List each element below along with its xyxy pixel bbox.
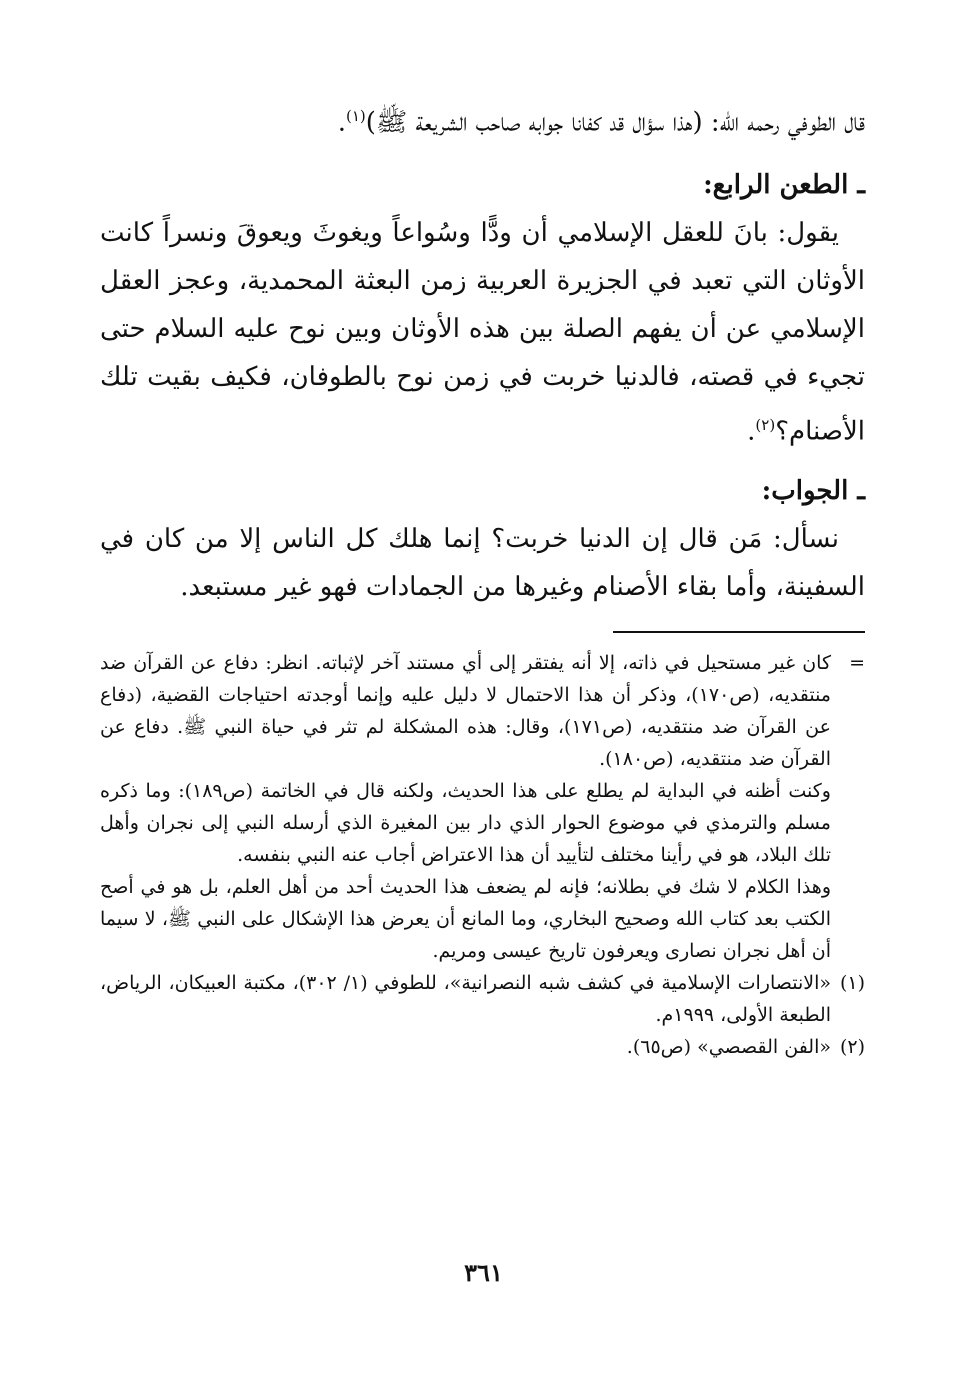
footnote-2-number: (٢) [839,1036,865,1059]
quote-paragraph [100,92,865,147]
footnote-ref-2: (٢) [755,415,776,434]
continuation-paragraph-2: وكنت أظنه في البداية لم يطلع على هذا الحديث، ولكنه قال في الخاتمة (ص١٨٩): وما ذكره مسلم والترمذي في موضوع الحوار الذي دار بين المغيرة الذي أرسله النبي إلى نجران وأهل تلك البلاد، هو في رأينا مختلف لتأييد أن هذا الاعتراض أجاب عنه النبي بنفسه. [100,780,831,867]
footnote-ref-1: (١) [345,107,366,125]
fourth-objection-text: يقول: بانَ للعقل الإسلامي أن ودًّا وسُواعاً ويغوثَ ويعوقَ ونسراً كانت الأوثان التي تعبد في الجزيرة العربية زمن البعثة المحمدية، وعجز العقل الإسلامي عن أن يفهم الصلة بين هذه الأوثان وبين نوح عليه السلام حتى تجيء في قصته، فالدنيا خربت في زمن نوح بالطوفان، فكيف بقيت تلك الأصنام؟ [100,217,865,447]
continuation-paragraph-3: وهذا الكلام لا شك في بطلانه؛ فإنه لم يضعف هذا الحديث أحد من أهل العلم، بل هو في أصح الكتب بعد كتاب الله وصحيح البخاري، وما المانع أن يعرض هذا الإشكال على النبي ﷺ، لا سيما أن أهل نجران نصارى ويعرفون تاريخ عيسى ومريم. [100,876,831,963]
footnotes-section [100,647,865,1063]
footnote-2-text: «الفن القصصي» (ص٦٥). [626,1036,831,1059]
main-text [100,92,865,611]
page-content [100,92,865,1063]
footnote-separator [613,631,865,633]
continuation-paragraph-1: كان غير مستحيل في ذاته، إلا أنه يفتقر إلى أي مستند آخر لإثباته. انظر: دفاع عن القرآن ضد منتقديه، (ص١٧٠)، وذكر أن هذا الاحتمال لا دليل عليه وإنما أوجدته احتياجات القضية، (دفاع عن القرآن ضد منتقديه، (ص١٧١)، وقال: هذه المشكلة لم تثر في حياة النبي ﷺ. دفاع عن القرآن ضد منتقديه، (ص١٨٠). [100,652,831,771]
fourth-objection-paragraph [100,209,865,456]
footnote-1-number: (١) [839,972,865,995]
quote-end: . [337,107,346,138]
answer-paragraph: نسأل: مَن قال إن الدنيا خربت؟ إنما هلك كل الناس إلا من كان في السفينة، وأما بقاء الأصنام وغيرها من الجمادات فهو غير مستبعد. [100,524,865,603]
continuation-marker: = [849,652,865,675]
fourth-objection-heading: ـ الطعن الرابع: [703,169,865,200]
footnote-1-text: «الانتصارات الإسلامية في كشف شبه النصرانية»، للطوفي (١/ ٣٠٢)، مكتبة العبيكان، الرياض، الطبعة الأولى، ١٩٩٩م. [100,972,831,1027]
quote-text: قال الطوفي رحمه الله: (هذا سؤال قد كفانا جوابه صاحب الشريعة ﷺ) [365,107,865,138]
page-number: ٣٦١ [464,1258,503,1287]
footnote-1 [100,967,865,1031]
footnote-continuation [100,647,865,967]
answer-heading: ـ الجواب: [761,476,865,507]
footnote-2 [100,1031,865,1063]
fourth-objection-end: . [747,416,756,447]
